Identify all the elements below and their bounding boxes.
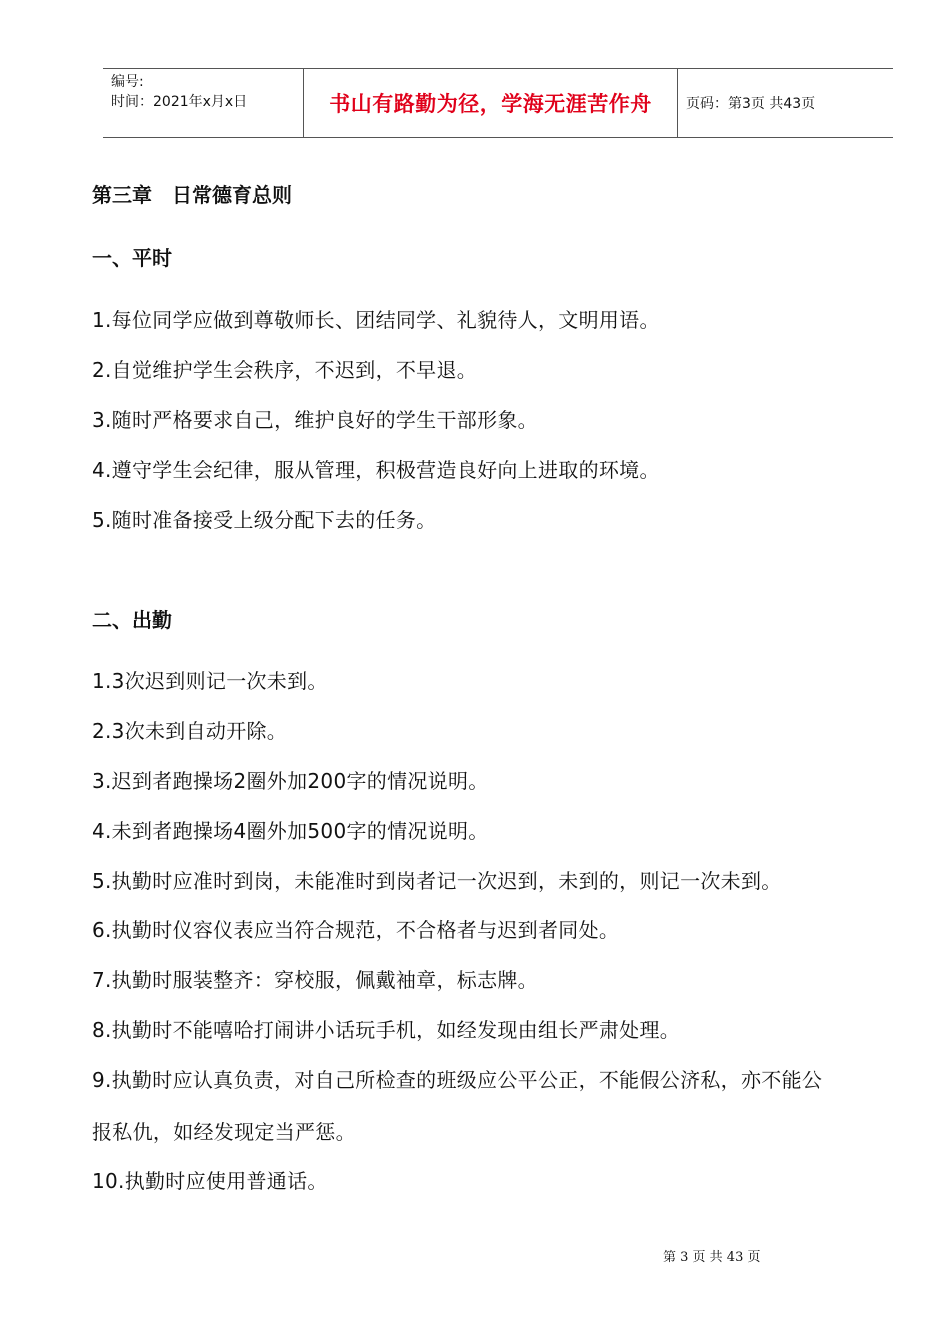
header-page-label: 页码：第3页 共43页: [686, 96, 816, 112]
list-item: 3.迟到者跑操场2圈外加200字的情况说明。: [92, 769, 489, 793]
list-item: 2.自觉维护学生会秩序，不迟到，不早退。: [92, 358, 478, 382]
list-item: 1.每位同学应做到尊敬师长、团结同学、礼貌待人，文明用语。: [92, 308, 660, 332]
section-title-daily: 一、平时: [92, 246, 172, 270]
list-item: 4.未到者跑操场4圈外加500字的情况说明。: [92, 819, 489, 843]
document-number-label: 编号:: [111, 74, 144, 90]
list-item-continuation: 报私仇，如经发现定当严惩。: [92, 1120, 356, 1144]
page-footer: 第 3 页 共 43 页: [663, 1250, 761, 1265]
list-item: 9.执勤时应认真负责，对自己所检查的班级应公平公正，不能假公济私，亦不能公: [92, 1068, 823, 1092]
list-item: 10.执勤时应使用普通话。: [92, 1169, 328, 1193]
chapter-title: 第三章 日常德育总则: [92, 183, 292, 207]
section-title-attendance: 二、出勤: [92, 608, 172, 632]
list-item: 2.3次未到自动开除。: [92, 719, 288, 743]
list-item: 5.随时准备接受上级分配下去的任务。: [92, 508, 437, 532]
list-item: 7.执勤时服装整齐：穿校服，佩戴袖章，标志牌。: [92, 968, 538, 992]
header-motto: 书山有路勤为径，学海无涯苦作舟: [329, 92, 652, 116]
header-motto-cell: [304, 69, 678, 137]
list-item: 3.随时严格要求自己，维护良好的学生干部形象。: [92, 408, 538, 432]
list-item: 4.遵守学生会纪律，服从管理，积极营造良好向上进取的环境。: [92, 458, 660, 482]
header-meta-cell: [103, 69, 304, 137]
list-item: 5.执勤时应准时到岗，未能准时到岗者记一次迟到，未到的，则记一次未到。: [92, 869, 782, 893]
page-header: [103, 68, 893, 138]
header-page-cell: [678, 69, 893, 137]
document-time-label: 时间：2021年x月x日: [111, 94, 248, 110]
list-item: 1.3次迟到则记一次未到。: [92, 669, 328, 693]
list-item: 8.执勤时不能嘻哈打闹讲小话玩手机，如经发现由组长严肃处理。: [92, 1018, 681, 1042]
list-item: 6.执勤时仪容仪表应当符合规范，不合格者与迟到者同处。: [92, 918, 620, 942]
